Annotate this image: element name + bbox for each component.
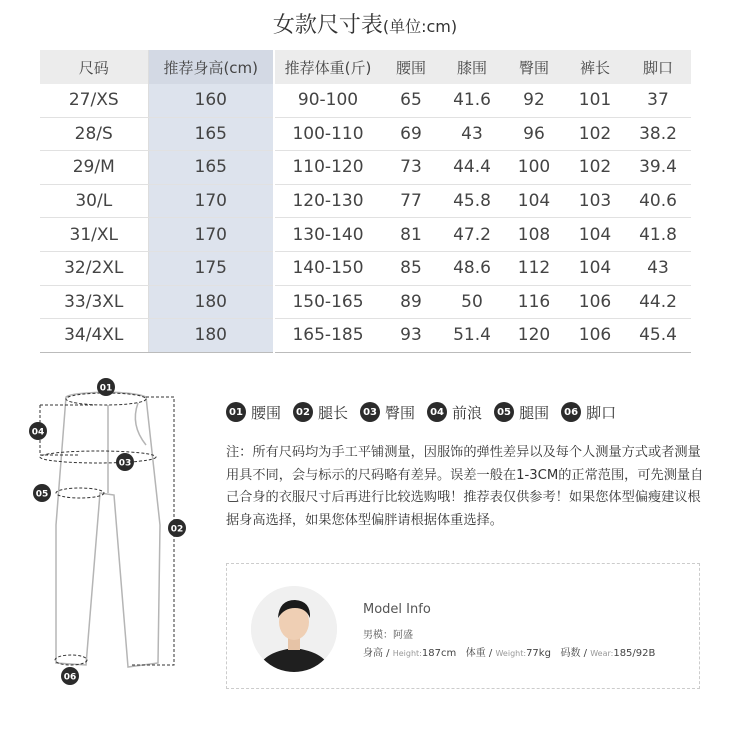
legend-label: 前浪 — [452, 403, 483, 422]
size-table — [40, 50, 691, 353]
cell-waist: 65 — [381, 84, 441, 117]
cell-waist: 89 — [381, 285, 441, 319]
legend-label: 腿围 — [519, 403, 550, 422]
legend-item — [561, 402, 616, 423]
cell-knee: 44.4 — [441, 151, 503, 185]
header-weight: 推荐体重(斤) — [274, 50, 381, 84]
cell-height: 175 — [148, 251, 274, 285]
legend-item — [427, 402, 482, 423]
legend-badge: 06 — [561, 402, 581, 422]
model-info-card — [226, 563, 700, 689]
cell-hem: 44.2 — [625, 285, 691, 319]
cell-waist: 85 — [381, 251, 441, 285]
table-row — [40, 117, 691, 151]
table-row — [40, 285, 691, 319]
legend-item — [494, 402, 549, 423]
model-stats — [363, 644, 655, 659]
cell-height: 160 — [148, 84, 274, 117]
cell-hem: 45.4 — [625, 319, 691, 353]
table-row — [40, 218, 691, 252]
legend-item — [226, 402, 281, 423]
marker-05-label: 05 — [35, 489, 49, 500]
legend-badge: 02 — [293, 402, 313, 422]
title-main: 女款尺寸表 — [272, 13, 383, 38]
cell-knee: 50 — [441, 285, 503, 319]
legend-badge: 04 — [427, 402, 447, 422]
table-row — [40, 319, 691, 353]
model-avatar — [251, 586, 337, 672]
weight-value: 77kg — [526, 648, 551, 659]
cell-height: 165 — [148, 151, 274, 185]
cell-hem: 41.8 — [625, 218, 691, 252]
cell-knee: 51.4 — [441, 319, 503, 353]
marker-02-label: 02 — [170, 524, 184, 535]
model-info-title: Model Info — [363, 602, 431, 617]
cell-size: 28/S — [40, 117, 148, 151]
cell-size: 32/2XL — [40, 251, 148, 285]
cell-height: 180 — [148, 319, 274, 353]
size-value: 185/92B — [613, 648, 656, 659]
cell-height: 170 — [148, 218, 274, 252]
cell-hem: 38.2 — [625, 117, 691, 151]
cell-length: 104 — [565, 251, 625, 285]
marker-03-label: 03 — [118, 458, 132, 469]
cell-hip: 104 — [503, 184, 565, 218]
cell-height: 170 — [148, 184, 274, 218]
cell-waist: 73 — [381, 151, 441, 185]
cell-size: 29/M — [40, 151, 148, 185]
marker-04-label: 04 — [31, 427, 45, 438]
header-hem: 脚口 — [625, 50, 691, 84]
cell-weight: 150-165 — [274, 285, 381, 319]
cell-size: 27/XS — [40, 84, 148, 117]
cell-height: 180 — [148, 285, 274, 319]
legend-badge: 01 — [226, 402, 246, 422]
cell-weight: 130-140 — [274, 218, 381, 252]
cell-length: 106 — [565, 319, 625, 353]
cell-waist: 77 — [381, 184, 441, 218]
header-height: 推荐身高(cm) — [148, 50, 274, 84]
pants-measurement-diagram — [28, 375, 198, 690]
pants-pocket-line — [135, 403, 146, 445]
header-waist: 腰围 — [381, 50, 441, 84]
cell-length: 106 — [565, 285, 625, 319]
cell-size: 31/XL — [40, 218, 148, 252]
table-row — [40, 151, 691, 185]
cell-length: 101 — [565, 84, 625, 117]
cell-weight: 100-110 — [274, 117, 381, 151]
cell-hem: 43 — [625, 251, 691, 285]
size-label-en: Wear: — [590, 649, 614, 658]
marker-06 — [61, 667, 79, 685]
legend-badge: 05 — [494, 402, 514, 422]
cell-hip: 92 — [503, 84, 565, 117]
cell-weight: 110-120 — [274, 151, 381, 185]
legend-item — [293, 402, 348, 423]
cell-weight: 140-150 — [274, 251, 381, 285]
cell-weight: 120-130 — [274, 184, 381, 218]
cell-knee: 45.8 — [441, 184, 503, 218]
header-hip: 臀围 — [503, 50, 565, 84]
cell-waist: 69 — [381, 117, 441, 151]
measurement-note: 注：所有尺码均为手工平铺测量，因服饰的弹性差异以及每个人测量方式或者测量用具不同，会与标示的尺码略有差异。误差一般在1-3CM的正常范围，可先测量自己合身的衣服尺寸后再进行比较选购哦！推荐表仅供参考！如果您体型偏瘦建议根据身高选择，如果您体型偏胖请根据体重选择。 — [226, 445, 704, 528]
table-row — [40, 184, 691, 218]
cell-weight: 90-100 — [274, 84, 381, 117]
cell-knee: 41.6 — [441, 84, 503, 117]
cell-length: 102 — [565, 117, 625, 151]
table-header-row — [40, 50, 691, 84]
page-title — [0, 8, 730, 39]
hip-measure-line — [40, 451, 156, 463]
marker-01-label: 01 — [99, 383, 113, 394]
height-value: 187cm — [421, 648, 457, 659]
height-label-en: Height: — [392, 649, 422, 658]
cell-waist: 81 — [381, 218, 441, 252]
thigh-measure-line — [56, 488, 104, 498]
cell-weight: 165-185 — [274, 319, 381, 353]
marker-04 — [29, 422, 47, 440]
header-length: 裤长 — [565, 50, 625, 84]
header-size: 尺码 — [40, 50, 148, 84]
legend-label: 臀围 — [385, 403, 416, 422]
marker-03 — [116, 453, 134, 471]
marker-02 — [168, 519, 186, 537]
cell-waist: 93 — [381, 319, 441, 353]
header-knee: 膝围 — [441, 50, 503, 84]
cell-hem: 37 — [625, 84, 691, 117]
model-name: 男模：阿盛 — [363, 630, 413, 641]
model-photo — [251, 586, 337, 672]
cell-hem: 39.4 — [625, 151, 691, 185]
cell-length: 104 — [565, 218, 625, 252]
marker-01 — [97, 378, 115, 396]
legend-label: 脚口 — [586, 403, 617, 422]
cell-hip: 108 — [503, 218, 565, 252]
cell-size: 33/3XL — [40, 285, 148, 319]
rise-measure-line — [40, 405, 94, 455]
marker-06-label: 06 — [63, 672, 77, 683]
cell-hem: 40.6 — [625, 184, 691, 218]
table-row — [40, 251, 691, 285]
legend-item — [360, 402, 415, 423]
legend-badge: 03 — [360, 402, 380, 422]
cell-size: 34/4XL — [40, 319, 148, 353]
cell-knee: 43 — [441, 117, 503, 151]
marker-05 — [33, 484, 51, 502]
legend-label: 腰围 — [251, 403, 282, 422]
cell-length: 103 — [565, 184, 625, 218]
size-label-cn: 码数 / — [560, 648, 591, 659]
cell-hip: 112 — [503, 251, 565, 285]
cell-height: 165 — [148, 117, 274, 151]
measurement-legend — [226, 400, 706, 424]
height-label-cn: 身高 / — [363, 648, 393, 659]
cell-size: 30/L — [40, 184, 148, 218]
cell-hip: 100 — [503, 151, 565, 185]
cell-length: 102 — [565, 151, 625, 185]
cell-hip: 116 — [503, 285, 565, 319]
cell-knee: 48.6 — [441, 251, 503, 285]
weight-label-cn: 体重 / — [465, 648, 496, 659]
title-unit: (单位:cm) — [382, 17, 458, 36]
weight-label-en: Weight: — [495, 649, 527, 658]
table-row — [40, 84, 691, 117]
cell-hip: 120 — [503, 319, 565, 353]
legend-label: 腿长 — [318, 403, 349, 422]
leg-length-measure-line — [132, 397, 174, 665]
cell-hip: 96 — [503, 117, 565, 151]
cell-knee: 47.2 — [441, 218, 503, 252]
